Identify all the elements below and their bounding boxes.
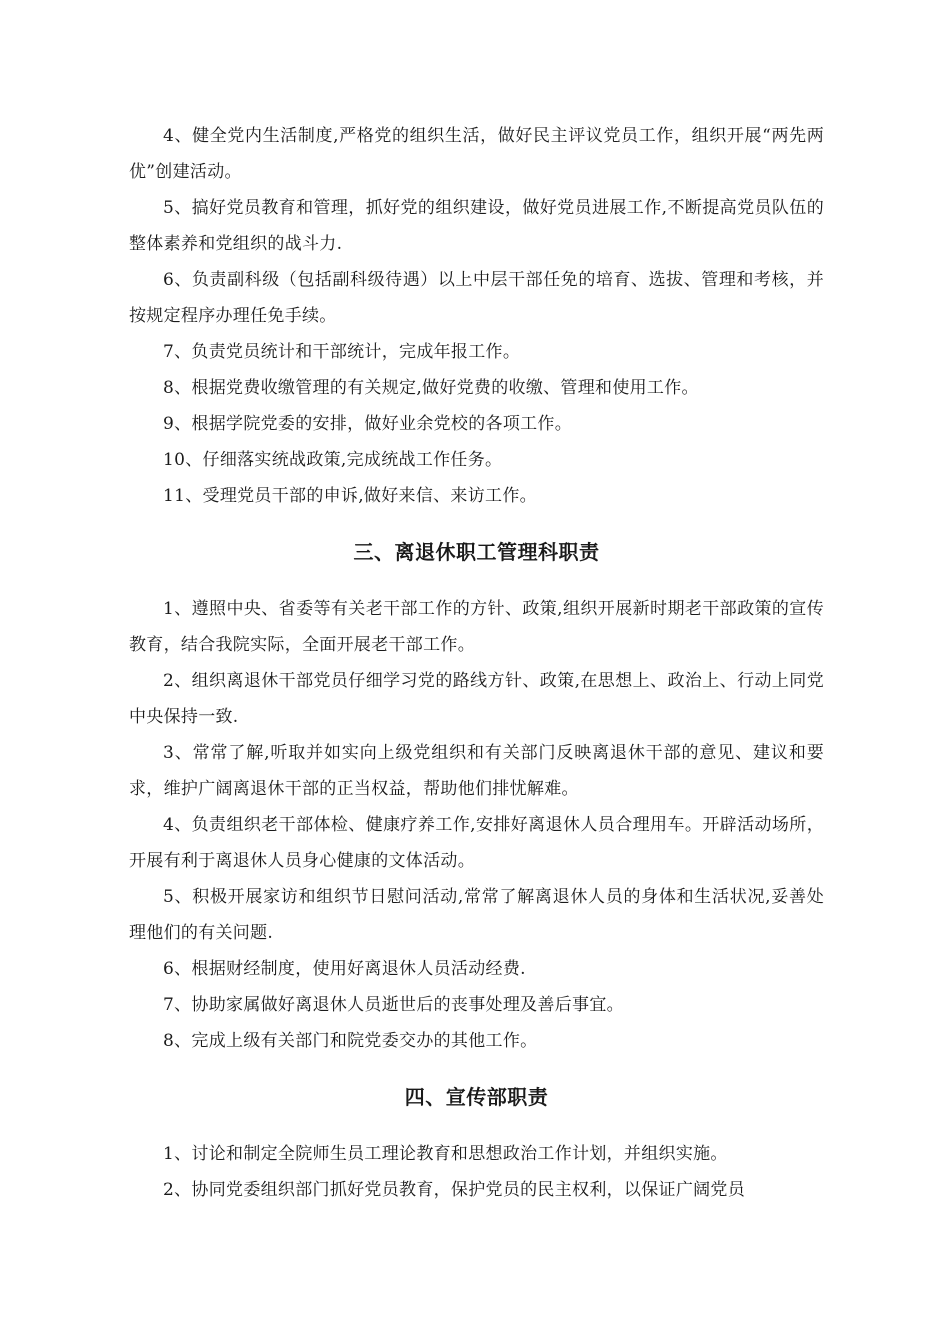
list-item: 7、负责党员统计和干部统计，完成年报工作。 bbox=[163, 342, 521, 362]
list-item: 6、负责副科级（包括副科级待遇）以上中层干部任免的培育、选拔、管理和考核，并按规定程序办理任免手续。 bbox=[129, 270, 824, 326]
list-item: 5、搞好党员教育和管理，抓好党的组织建设，做好党员进展工作,不断提高党员队伍的整体素养和党组织的战斗力. bbox=[129, 198, 824, 254]
list-item: 3、常常了解,听取并如实向上级党组织和有关部门反映离退休干部的意见、建议和要求，维护广阔离退休干部的正当权益，帮助他们排忧解难。 bbox=[129, 743, 824, 799]
section-4-heading: 四、宣传部职责 bbox=[404, 1085, 549, 1109]
list-item: 1、讨论和制定全院师生员工理论教育和思想政治工作计划，并组织实施。 bbox=[163, 1144, 728, 1164]
list-item: 4、负责组织老干部体检、健康疗养工作,安排好离退休人员合理用车。开辟活动场所，开展有利于离退休人员身心健康的文体活动。 bbox=[129, 815, 824, 871]
list-item: 9、根据学院党委的安排，做好业余党校的各项工作。 bbox=[163, 414, 573, 434]
list-item: 6、根据财经制度，使用好离退休人员活动经费. bbox=[163, 959, 526, 979]
section-3-list bbox=[129, 591, 824, 1059]
list-item: 2、组织离退休干部党员仔细学习党的路线方针、政策,在思想上、政治上、行动上同党中央保持一致. bbox=[129, 671, 824, 727]
list-item: 10、仔细落实统战政策,完成统战工作任务。 bbox=[163, 450, 503, 470]
list-item: 11、受理党员干部的申诉,做好来信、来访工作。 bbox=[163, 486, 537, 506]
section-4-list bbox=[129, 1136, 824, 1208]
section-2-continued bbox=[129, 118, 824, 514]
list-item: 1、遵照中央、省委等有关老干部工作的方针、政策,组织开展新时期老干部政策的宣传教育，结合我院实际，全面开展老干部工作。 bbox=[129, 599, 824, 655]
list-item: 4、健全党内生活制度,严格党的组织生活，做好民主评议党员工作，组织开展“两先两优”创建活动。 bbox=[129, 126, 824, 182]
section-3-heading: 三、离退休职工管理科职责 bbox=[353, 540, 600, 564]
list-item: 2、协同党委组织部门抓好党员教育，保护党员的民主权利，以保证广阔党员 bbox=[163, 1180, 746, 1200]
list-item: 8、根据党费收缴管理的有关规定,做好党费的收缴、管理和使用工作。 bbox=[163, 378, 699, 398]
list-item: 8、完成上级有关部门和院党委交办的其他工作。 bbox=[163, 1031, 538, 1051]
list-item: 7、协助家属做好离退休人员逝世后的丧事处理及善后事宜。 bbox=[163, 995, 624, 1015]
list-item: 5、积极开展家访和组织节日慰问活动,常常了解离退休人员的身体和生活状况,妥善处理他们的有关问题. bbox=[129, 887, 824, 943]
document-page bbox=[129, 118, 824, 1208]
